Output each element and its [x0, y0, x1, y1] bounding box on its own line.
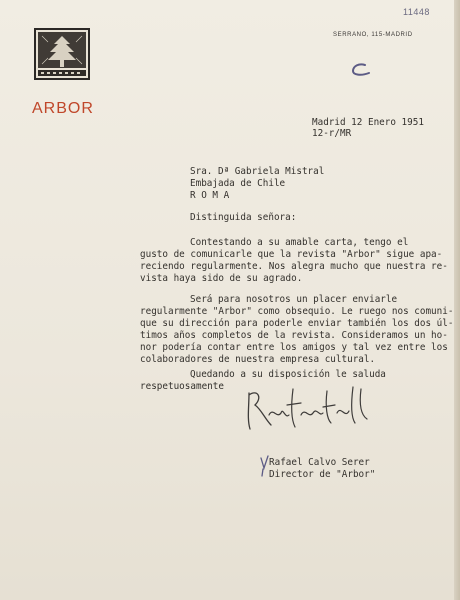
salutation: Distinguida señora: [190, 212, 297, 223]
recipient-line: Embajada de Chile [190, 178, 286, 189]
pencil-mark-icon [349, 62, 375, 82]
closing-line: Quedando a su disposición le saluda [190, 369, 386, 380]
paragraph-line: Contestando a su amable carta, tengo el [190, 237, 409, 248]
paragraph-line: colaboradores de nuestra empresa cultural. [140, 354, 376, 365]
paragraph-line: Será para nosotros un placer enviarle [190, 294, 398, 305]
date-line: Madrid 12 Enero 1951 [312, 117, 424, 128]
paragraph-line: gusto de comunicarle que la revista "Arbor" sigue apa- [140, 249, 443, 260]
paragraph-line: que su dirección para poderle enviar también los dos úl- [140, 318, 454, 329]
letterhead-address: SERRANO, 115-MADRID [333, 32, 413, 38]
arbor-tree-emblem-icon [34, 28, 90, 80]
paragraph-line: nor podería contar entre los amigos y tal vez entre los [140, 342, 448, 353]
paragraph-line: regularmente "Arbor" como obsequio. Le ruego nos comuni- [140, 306, 454, 317]
signer-name: Rafael Calvo Serer [269, 457, 370, 468]
archive-number: 11448 [403, 7, 430, 17]
recipient-line: Sra. Dª Gabriela Mistral [190, 166, 325, 177]
signer-title: Director de "Arbor" [269, 469, 376, 480]
paragraph-line: vista haya sido de su agrado. [140, 273, 303, 284]
handwritten-signature [237, 379, 387, 443]
recipient-line: R O M A [190, 190, 230, 201]
page-edge [454, 0, 460, 600]
closing-line: respetuosamente [140, 381, 224, 392]
brand-name: ARBOR [32, 100, 94, 117]
reference-code: 12-r/MR [312, 128, 352, 139]
paragraph-line: reciendo regularmente. Nos alegra mucho que nuestra re- [140, 261, 448, 272]
paragraph-line: timos años completos de la revista. Consideramos un ho- [140, 330, 448, 341]
